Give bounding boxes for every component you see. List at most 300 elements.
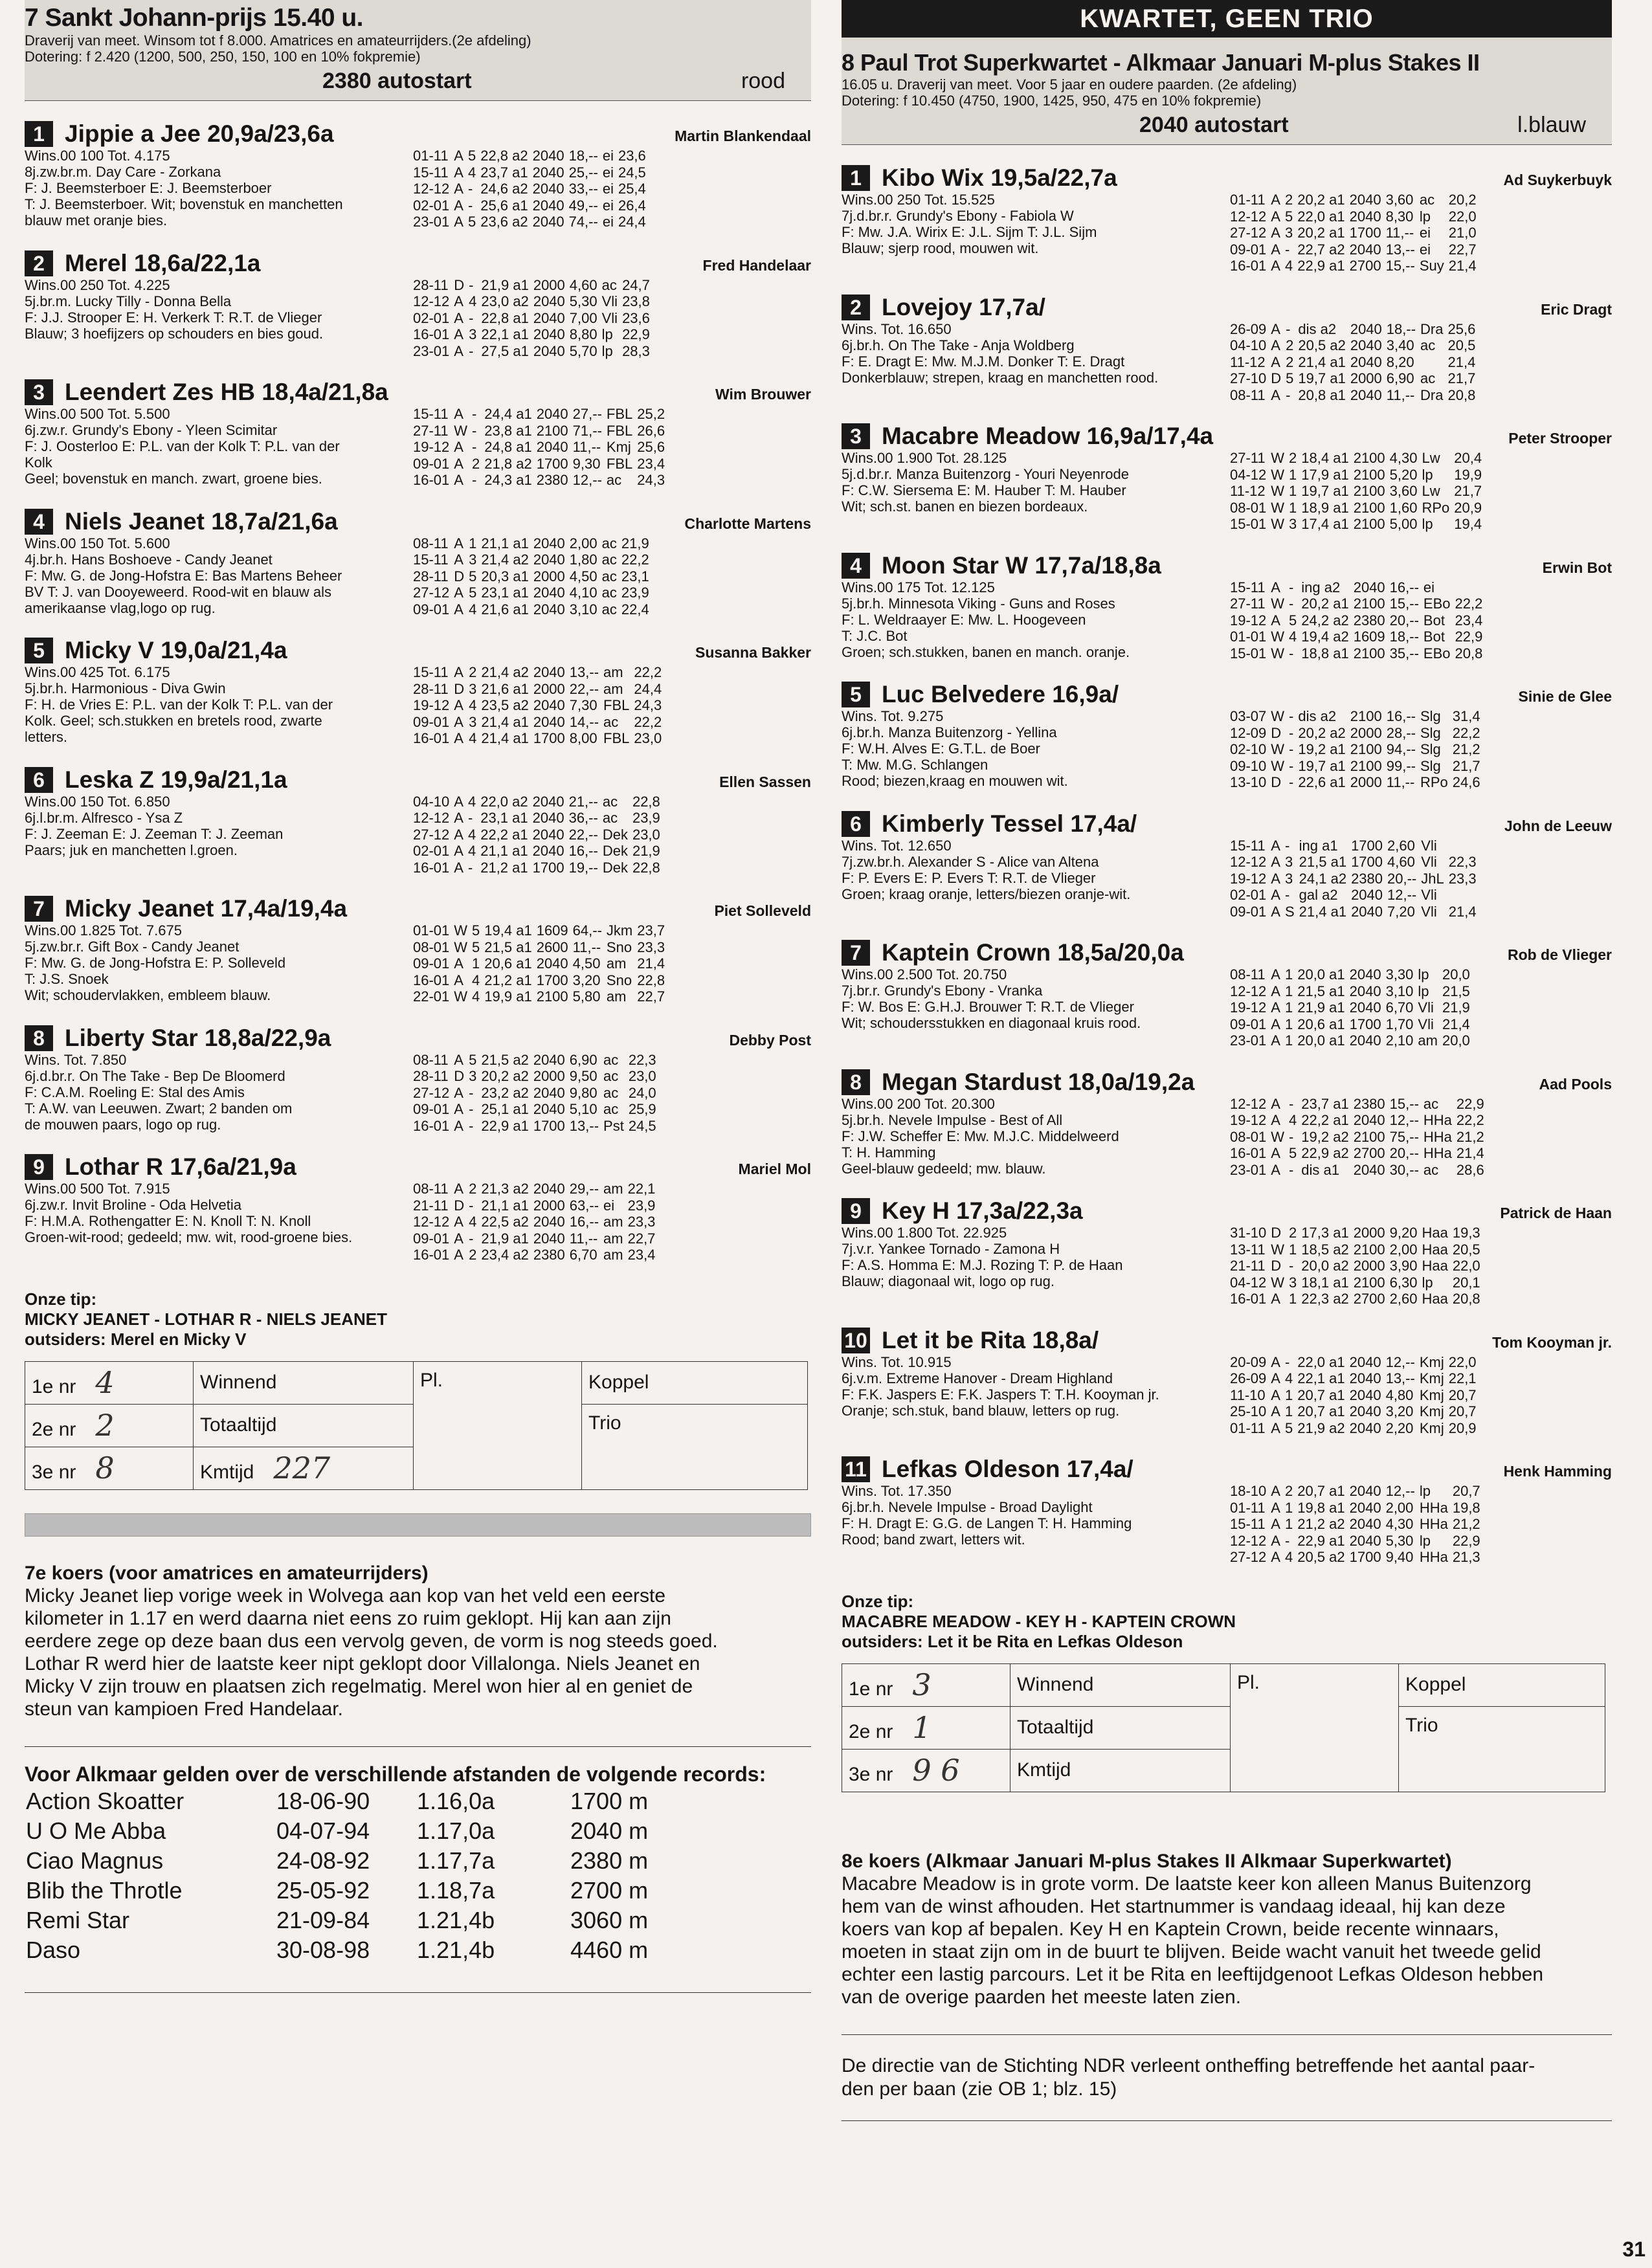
result-cell: W bbox=[1271, 466, 1285, 483]
result-cell: 22,4 bbox=[621, 601, 649, 617]
result-cell: 19-12 bbox=[1230, 1112, 1267, 1128]
result-cell: A bbox=[454, 181, 463, 197]
horse-name-text: Let it be Rita 18,8a/ bbox=[882, 1326, 1099, 1353]
result-cell: 25,1 a1 bbox=[481, 1101, 529, 1117]
result-cell: 19-12 bbox=[1230, 870, 1267, 887]
result-row bbox=[1230, 708, 1485, 725]
bet-place[interactable]: Pl. bbox=[414, 1361, 582, 1489]
result-cell: 19,2 a1 bbox=[1298, 741, 1346, 757]
result-cell: 2040 bbox=[532, 197, 564, 214]
result-cell: 5 bbox=[1284, 208, 1293, 225]
horse-name bbox=[842, 810, 1137, 838]
horse-info-line: Wit; sch.st. banen en biezen bordeaux. bbox=[842, 498, 1088, 515]
result-cell: 15,-- bbox=[1389, 1095, 1419, 1112]
bet-winnend[interactable]: Winnend bbox=[1010, 1663, 1231, 1706]
bet-kmtijd[interactable]: Kmtijd 227 bbox=[194, 1447, 414, 1489]
result-cell: HHa bbox=[1423, 1128, 1452, 1145]
recent-results bbox=[1230, 1096, 1489, 1179]
race-color: l.blauw bbox=[1517, 113, 1586, 137]
result-cell: 27-10 bbox=[1230, 370, 1267, 386]
bet-row-3[interactable]: 3e nr 8 bbox=[25, 1447, 194, 1489]
result-cell: 2 bbox=[1286, 337, 1294, 353]
result-cell: 74,-- bbox=[568, 214, 598, 230]
result-cell: dis a1 bbox=[1301, 1161, 1340, 1178]
result-cell: 08-01 bbox=[413, 939, 450, 955]
result-cell: A bbox=[1271, 1370, 1280, 1386]
horse-info-line: Paars; juk en manchetten l.groen. bbox=[25, 841, 238, 858]
start-number: 10 bbox=[842, 1328, 870, 1353]
result-cell: 18,1 a1 bbox=[1301, 1274, 1349, 1291]
bet-kmtijd[interactable]: Kmtijd bbox=[1010, 1749, 1231, 1792]
start-number: 8 bbox=[25, 1025, 53, 1051]
result-cell: HHa bbox=[1419, 1499, 1448, 1516]
driver-name: Erwin Bot bbox=[1542, 559, 1612, 576]
result-cell: ac bbox=[602, 793, 618, 810]
horse-info-line: F: W. Bos E: G.H.J. Brouwer T: R.T. de Vlieger bbox=[842, 999, 1134, 1015]
horse-info-line: Rood; biezen,kraag en mouwen wit. bbox=[842, 773, 1068, 789]
result-cell: 21,4 bbox=[1448, 903, 1477, 920]
result-cell: A bbox=[1271, 854, 1280, 870]
result-row bbox=[1230, 1370, 1481, 1387]
result-cell: FBL bbox=[606, 422, 633, 439]
bet-trio[interactable]: Trio bbox=[1399, 1706, 1605, 1792]
result-cell: 1700 bbox=[1349, 1016, 1381, 1032]
horse-entry bbox=[842, 939, 1612, 1049]
result-cell: 2000 bbox=[533, 568, 565, 584]
result-cell: 15,-- bbox=[1385, 258, 1415, 274]
result-row bbox=[1230, 887, 1481, 904]
result-cell: 21,2 bbox=[1452, 741, 1480, 757]
result-cell: 09-01 bbox=[413, 455, 450, 472]
result-cell: A bbox=[454, 1051, 463, 1068]
result-row bbox=[413, 439, 669, 456]
result-cell: A bbox=[454, 439, 463, 455]
result-row bbox=[413, 423, 669, 439]
result-cell: JhL bbox=[1421, 870, 1444, 887]
result-cell: 3,20 bbox=[1385, 1403, 1414, 1419]
result-cell: 27-12 bbox=[413, 584, 450, 601]
record-cell: Action Skoatter bbox=[26, 1787, 184, 1814]
horse-info bbox=[842, 838, 1230, 920]
result-cell: 19-12 bbox=[1230, 612, 1267, 628]
result-cell: 17,9 a1 bbox=[1301, 466, 1349, 483]
result-cell: 21,4 a1 bbox=[1299, 903, 1347, 920]
result-cell: A bbox=[1271, 1386, 1280, 1403]
result-row bbox=[413, 681, 666, 698]
result-cell: ei bbox=[602, 197, 614, 214]
horse-info-line: Blauw; 3 hoefijzers op schouders en bies goud. bbox=[25, 325, 324, 342]
result-row bbox=[413, 1118, 661, 1135]
horse-info-line: Wins.00 1.800 Tot. 22.925 bbox=[842, 1225, 1007, 1241]
result-cell: 63,-- bbox=[569, 1197, 599, 1214]
result-cell: 12,-- bbox=[572, 472, 602, 488]
result-cell: A bbox=[1271, 192, 1280, 208]
bet-form bbox=[842, 1663, 1605, 1792]
result-row bbox=[1230, 1129, 1489, 1146]
result-cell: dis a2 bbox=[1298, 320, 1337, 337]
result-cell: 6,30 bbox=[1389, 1274, 1418, 1291]
result-cell: 2040 bbox=[536, 406, 568, 422]
result-cell: 09-01 bbox=[1230, 241, 1267, 258]
result-cell: W bbox=[454, 939, 468, 955]
result-cell: A bbox=[454, 197, 463, 214]
result-cell: 9,30 bbox=[572, 455, 601, 472]
result-cell: 36,-- bbox=[568, 810, 598, 826]
result-cell: 94,-- bbox=[1386, 741, 1416, 757]
result-cell: 22,2 bbox=[634, 664, 662, 680]
result-row bbox=[1230, 354, 1480, 371]
result-cell: 2 bbox=[1289, 450, 1297, 466]
result-cell: 5 bbox=[469, 1051, 477, 1068]
result-cell: 12-12 bbox=[413, 1214, 450, 1230]
result-cell: 21,7 bbox=[1452, 757, 1480, 774]
result-row bbox=[1230, 1162, 1489, 1179]
record-cell: 4460 m bbox=[570, 1936, 649, 1963]
horse-info-line: 7j.d.br.r. Grundy's Ebony - Fabiola W bbox=[842, 208, 1074, 224]
result-cell: 2040 bbox=[1349, 1403, 1381, 1419]
result-cell: 4,30 bbox=[1385, 1516, 1414, 1532]
result-cell: 16-01 bbox=[413, 472, 450, 488]
result-cell: 64,-- bbox=[572, 922, 602, 939]
horse-info-line: Donkerblauw; strepen, kraag en manchetten rood. bbox=[842, 369, 1159, 386]
result-cell: Slg bbox=[1420, 724, 1441, 741]
result-cell: 11,-- bbox=[1386, 386, 1415, 403]
result-cell: 21,4 bbox=[1448, 258, 1477, 274]
bet-winnend[interactable]: Winnend bbox=[194, 1361, 414, 1404]
text-line: hem van de winst afhouden. Het startnummer is vandaag ideaal, hij kan deze bbox=[842, 1895, 1506, 1917]
result-cell: 20,7 bbox=[1448, 1386, 1477, 1403]
result-cell: 21,9 a1 bbox=[481, 276, 529, 293]
horse-info-line: 6j.br.h. On The Take - Anja Woldberg bbox=[842, 337, 1075, 353]
result-cell: 9,20 bbox=[1389, 1225, 1418, 1241]
result-cell: 2 bbox=[1286, 353, 1294, 370]
result-cell: 18,9 a1 bbox=[1301, 499, 1349, 516]
result-cell: 22,9 a2 bbox=[1301, 1145, 1349, 1161]
horse-info-line: Kolk bbox=[25, 454, 52, 471]
bet-totaaltijd[interactable]: Totaaltijd bbox=[1010, 1706, 1231, 1749]
bet-totaaltijd[interactable]: Totaaltijd bbox=[194, 1404, 414, 1447]
result-cell: 2040 bbox=[1350, 320, 1382, 337]
result-cell: 13,-- bbox=[1385, 1370, 1415, 1386]
result-cell: 2,60 bbox=[1389, 1291, 1418, 1307]
result-row bbox=[1230, 321, 1480, 338]
result-cell: A bbox=[454, 472, 463, 488]
result-cell: 1700 bbox=[1351, 837, 1383, 854]
result-cell: Vli bbox=[1418, 1016, 1434, 1032]
divider-bar bbox=[25, 1513, 811, 1537]
result-cell: A bbox=[1271, 1403, 1280, 1419]
result-cell: 1700 bbox=[1351, 854, 1383, 870]
handwritten-second: 1 bbox=[912, 1710, 932, 1745]
result-cell: 20,0 a2 bbox=[1301, 1258, 1349, 1274]
result-cell: 21,0 bbox=[1448, 225, 1477, 241]
start-number: 3 bbox=[25, 379, 53, 405]
result-cell: 2040 bbox=[1350, 337, 1382, 353]
result-cell: Vli bbox=[601, 293, 618, 309]
result-cell: 23,3 bbox=[637, 939, 665, 955]
horse-info-line: T: A.W. van Leeuwen. Zwart; 2 banden om bbox=[25, 1100, 293, 1117]
result-cell: 2 bbox=[469, 1247, 477, 1263]
result-cell: 1 bbox=[1289, 466, 1297, 483]
result-cell: A bbox=[1271, 1032, 1280, 1049]
result-cell: 26-09 bbox=[1230, 320, 1267, 337]
horse-entry bbox=[842, 681, 1612, 791]
horse-info-line: 7j.zw.br.h. Alexander S - Alice van Altena bbox=[842, 853, 1099, 870]
result-cell: 4 bbox=[467, 164, 476, 181]
result-cell: 21,2 a1 bbox=[484, 972, 532, 988]
result-cell: Sno bbox=[606, 939, 632, 955]
record-cell: 1.16,0a bbox=[417, 1787, 495, 1814]
result-cell: 11-12 bbox=[1230, 483, 1266, 499]
preview-text bbox=[25, 1584, 811, 1720]
horse-info-line: BV T: J. van Dooyeweerd. Rood-wit en blauw als bbox=[25, 583, 332, 600]
horse-info bbox=[842, 1483, 1230, 1566]
bet-trio[interactable]: Trio bbox=[582, 1404, 808, 1489]
result-cell: 27-12 bbox=[413, 1084, 450, 1101]
driver-name: Sinie de Glee bbox=[1518, 688, 1612, 705]
result-cell: 28-11 bbox=[413, 1068, 449, 1084]
result-cell: A bbox=[1271, 999, 1280, 1016]
result-cell: 20,5 bbox=[1447, 337, 1476, 353]
result-cell: 2000 bbox=[533, 276, 565, 293]
result-cell: 1 bbox=[1284, 983, 1293, 999]
result-cell: - bbox=[469, 342, 474, 359]
result-cell: 3,90 bbox=[1389, 1258, 1418, 1274]
horse-info-line: 8j.zw.br.m. Day Care - Zorkana bbox=[25, 164, 221, 180]
horse-info-line: Geel; bovenstuk en manch. zwart, groene bies. bbox=[25, 471, 322, 487]
result-cell: 13,-- bbox=[569, 664, 599, 680]
horse-entry bbox=[25, 379, 811, 489]
result-cell: 4,50 bbox=[572, 955, 601, 972]
result-cell: W bbox=[1271, 645, 1285, 662]
horse-info bbox=[842, 321, 1230, 404]
result-row bbox=[413, 197, 651, 214]
result-cell: 22,3 a2 bbox=[1301, 1291, 1349, 1307]
result-cell: 12-12 bbox=[1230, 1095, 1267, 1112]
result-cell: 9,40 bbox=[1385, 1549, 1414, 1565]
bet-row-3[interactable]: 3e nr 9 6 bbox=[842, 1749, 1010, 1792]
result-cell: 3 bbox=[469, 551, 477, 568]
result-cell: 21,5 a1 bbox=[1297, 983, 1345, 999]
result-cell: 21,5 a1 bbox=[484, 939, 532, 955]
horse-info-line: F: H. de Vries E: P.L. van der Kolk T: P.L. van der bbox=[25, 696, 333, 713]
result-cell: Haa bbox=[1422, 1258, 1448, 1274]
result-cell: 26,6 bbox=[637, 422, 665, 439]
horse-info-line: Groen; kraag oranje, letters/biezen oranje-wit. bbox=[842, 885, 1131, 902]
result-cell: ac bbox=[606, 472, 622, 488]
result-cell: ac bbox=[603, 1084, 619, 1101]
result-cell: 3 bbox=[1284, 870, 1293, 887]
result-cell: A bbox=[454, 1247, 463, 1263]
result-cell: 3,10 bbox=[1385, 983, 1414, 999]
result-cell: 2040 bbox=[536, 439, 568, 455]
result-cell: 15,-- bbox=[1389, 595, 1419, 612]
result-cell: 2100 bbox=[1353, 645, 1385, 662]
result-cell: 2 bbox=[1284, 1483, 1293, 1499]
result-cell: 4 bbox=[1284, 258, 1293, 274]
result-cell: 4,80 bbox=[1385, 1386, 1414, 1403]
recent-results bbox=[1230, 1483, 1485, 1566]
result-cell: lp bbox=[1419, 1532, 1431, 1549]
result-cell: 2100 bbox=[1353, 1241, 1385, 1258]
result-cell: 31-10 bbox=[1230, 1225, 1267, 1241]
horse-info-line: F: Mw. G. de Jong-Hofstra E: Bas Martens Beheer bbox=[25, 567, 342, 584]
result-cell: 09-01 bbox=[1230, 1016, 1267, 1032]
result-cell: Slg bbox=[1420, 741, 1441, 757]
result-cell: 2040 bbox=[1350, 386, 1382, 403]
result-cell: 22-01 bbox=[413, 988, 450, 1005]
result-cell: A bbox=[454, 730, 463, 746]
horse-info-line: Wins. Tot. 16.650 bbox=[842, 320, 952, 337]
result-row bbox=[1230, 612, 1487, 629]
result-row bbox=[1230, 1016, 1475, 1033]
result-cell: ac bbox=[601, 568, 617, 584]
horse-info-line: F: J. Beemsterboer E: J. Beemsterboer bbox=[25, 180, 272, 196]
horse-info bbox=[25, 794, 413, 876]
result-cell: 2040 bbox=[532, 843, 564, 859]
horse-info-line: F: L. Weldraayer E: Mw. L. Hoogeveen bbox=[842, 611, 1086, 628]
result-cell: A bbox=[1271, 903, 1280, 920]
result-row bbox=[413, 584, 654, 601]
result-cell: D bbox=[1271, 774, 1282, 790]
horse-name-text: Lothar R 17,6a/21,9a bbox=[65, 1153, 296, 1180]
result-cell: 20,0 a1 bbox=[1297, 966, 1345, 983]
start-number: 1 bbox=[25, 121, 53, 147]
bet-place[interactable]: Pl. bbox=[1231, 1663, 1399, 1792]
result-cell: 3,60 bbox=[1389, 483, 1418, 499]
result-cell: 18,5 a2 bbox=[1301, 1241, 1349, 1258]
result-cell: 25,9 bbox=[628, 1101, 656, 1117]
race-title: 7 Sankt Johann-prijs 15.40 u. bbox=[25, 4, 364, 32]
recent-results bbox=[413, 922, 669, 1005]
result-cell: 21,4 bbox=[1447, 353, 1476, 370]
result-cell: 21,1 a1 bbox=[480, 843, 528, 859]
text-line: Macabre Meadow is in grote vorm. De laatste keer kon alleen Manus Buitenzorg bbox=[842, 1873, 1532, 1895]
result-cell: 09-01 bbox=[413, 713, 450, 730]
horse-info-line: F: E. Dragt E: Mw. M.J.M. Donker T: E. Dragt bbox=[842, 353, 1125, 370]
horse-info-line: 6j.l.br.m. Alfresco - Ysa Z bbox=[25, 809, 183, 826]
result-cell: 3,10 bbox=[569, 601, 597, 617]
result-cell: 23-01 bbox=[413, 342, 450, 359]
result-cell: A bbox=[1271, 1145, 1280, 1161]
recent-results bbox=[413, 794, 665, 876]
result-cell: Haa bbox=[1422, 1241, 1448, 1258]
result-cell: 20,2 a1 bbox=[1297, 225, 1345, 241]
result-cell: A bbox=[1271, 208, 1280, 225]
bet-koppel[interactable]: Koppel bbox=[582, 1361, 808, 1404]
result-cell: am bbox=[603, 1247, 623, 1263]
result-cell: 2100 bbox=[1353, 483, 1385, 499]
result-cell: 2040 bbox=[533, 1181, 565, 1197]
result-cell: A bbox=[454, 1181, 463, 1197]
result-cell: Vli bbox=[1421, 837, 1437, 854]
result-cell: 23,1 a1 bbox=[481, 584, 529, 601]
result-cell: D bbox=[1271, 1225, 1282, 1241]
result-cell: 3 bbox=[469, 1068, 477, 1084]
result-cell: am bbox=[603, 1181, 623, 1197]
result-cell: 22,2 bbox=[1455, 595, 1483, 612]
result-cell: 12-12 bbox=[1230, 1532, 1267, 1549]
result-cell: 22,0 a1 bbox=[1297, 208, 1345, 225]
horse-name-text: Jippie a Jee 20,9a/23,6a bbox=[65, 120, 334, 147]
result-cell: 21,5 a2 bbox=[481, 1051, 529, 1068]
result-row bbox=[1230, 1354, 1481, 1371]
result-cell: 13,-- bbox=[1385, 241, 1415, 258]
result-cell: Lw bbox=[1422, 450, 1440, 466]
result-cell: 20,5 a2 bbox=[1298, 337, 1346, 353]
result-cell: ing a2 bbox=[1301, 579, 1341, 595]
horse-info-line: 5j.d.br.r. Manza Buitenzorg - Youri Neyenrode bbox=[842, 466, 1129, 482]
result-cell: A bbox=[1271, 887, 1280, 903]
bet-row-2[interactable]: 2e nr 2 bbox=[25, 1404, 194, 1447]
result-row bbox=[413, 1068, 661, 1085]
divider bbox=[25, 1746, 811, 1747]
result-cell: 4 bbox=[469, 1214, 477, 1230]
result-cell: D bbox=[454, 568, 465, 584]
result-cell: 1 bbox=[1284, 1499, 1293, 1516]
result-cell: 14,-- bbox=[569, 713, 599, 730]
result-cell: 22,3 bbox=[1448, 854, 1477, 870]
race-purse: Dotering: f 10.450 (4750, 1900, 1425, 950, 475 en 10% fokpremie) bbox=[842, 93, 1262, 109]
horse-name-text: Liberty Star 18,8a/22,9a bbox=[65, 1024, 331, 1051]
bet-row-1[interactable]: 1e nr 3 bbox=[842, 1663, 1010, 1706]
page-number: 31 bbox=[1622, 2238, 1646, 2261]
tip-label: Onze tip: bbox=[842, 1591, 914, 1611]
result-cell: 27,-- bbox=[572, 406, 602, 422]
result-cell: 15-11 bbox=[413, 664, 449, 680]
result-cell: 16-01 bbox=[413, 1247, 450, 1263]
result-cell: 21,5 a1 bbox=[1299, 854, 1347, 870]
result-cell: 19,8 a1 bbox=[1297, 1499, 1345, 1516]
record-cell: 1.17,7a bbox=[417, 1847, 495, 1874]
result-cell: 02-01 bbox=[413, 843, 450, 859]
bet-row-1[interactable]: 1e nr 4 bbox=[25, 1361, 194, 1404]
result-cell: 15-11 bbox=[413, 164, 449, 181]
result-cell: 4 bbox=[1289, 628, 1297, 645]
result-cell: - bbox=[1289, 724, 1294, 741]
result-cell: 16,-- bbox=[568, 843, 598, 859]
bet-koppel[interactable]: Koppel bbox=[1399, 1663, 1605, 1706]
result-row bbox=[1230, 1274, 1485, 1291]
result-cell: 1 bbox=[469, 535, 477, 551]
recent-results bbox=[1230, 838, 1481, 920]
result-cell: 2040 bbox=[533, 1051, 565, 1068]
result-cell: 24,6 a2 bbox=[480, 181, 528, 197]
horse-name bbox=[842, 1197, 1083, 1225]
result-cell: - bbox=[467, 859, 473, 876]
result-cell: 4 bbox=[1289, 1112, 1297, 1128]
result-cell: 22,2 bbox=[1456, 1112, 1484, 1128]
start-number: 4 bbox=[842, 553, 870, 579]
text-line: De directie van de Stichting NDR verleent ontheffing betreffende het aantal paar- bbox=[842, 2054, 1535, 2076]
horse-name bbox=[842, 1456, 1133, 1483]
horse-name-text: Lovejoy 17,7a/ bbox=[882, 293, 1045, 320]
horse-info-line: blauw met oranje bies. bbox=[25, 212, 168, 228]
result-cell: W bbox=[1271, 741, 1285, 757]
result-cell: FBL bbox=[603, 730, 630, 746]
result-cell: 1,80 bbox=[569, 551, 597, 568]
result-cell: 19,9 bbox=[1454, 466, 1482, 483]
result-cell: - bbox=[469, 1230, 474, 1247]
result-cell: 19,4 a1 bbox=[484, 922, 532, 939]
result-cell: 11-10 bbox=[1230, 1386, 1266, 1403]
horse-info-line: amerikaanse vlag,logo op rug. bbox=[25, 599, 216, 616]
result-cell: 5,30 bbox=[569, 293, 597, 309]
bet-row-2[interactable]: 2e nr 1 bbox=[842, 1706, 1010, 1749]
result-cell bbox=[1449, 887, 1481, 904]
result-cell: 2040 bbox=[536, 955, 568, 972]
horse-info-line: Blauw; diagonaal wit, logo op rug. bbox=[842, 1273, 1055, 1289]
